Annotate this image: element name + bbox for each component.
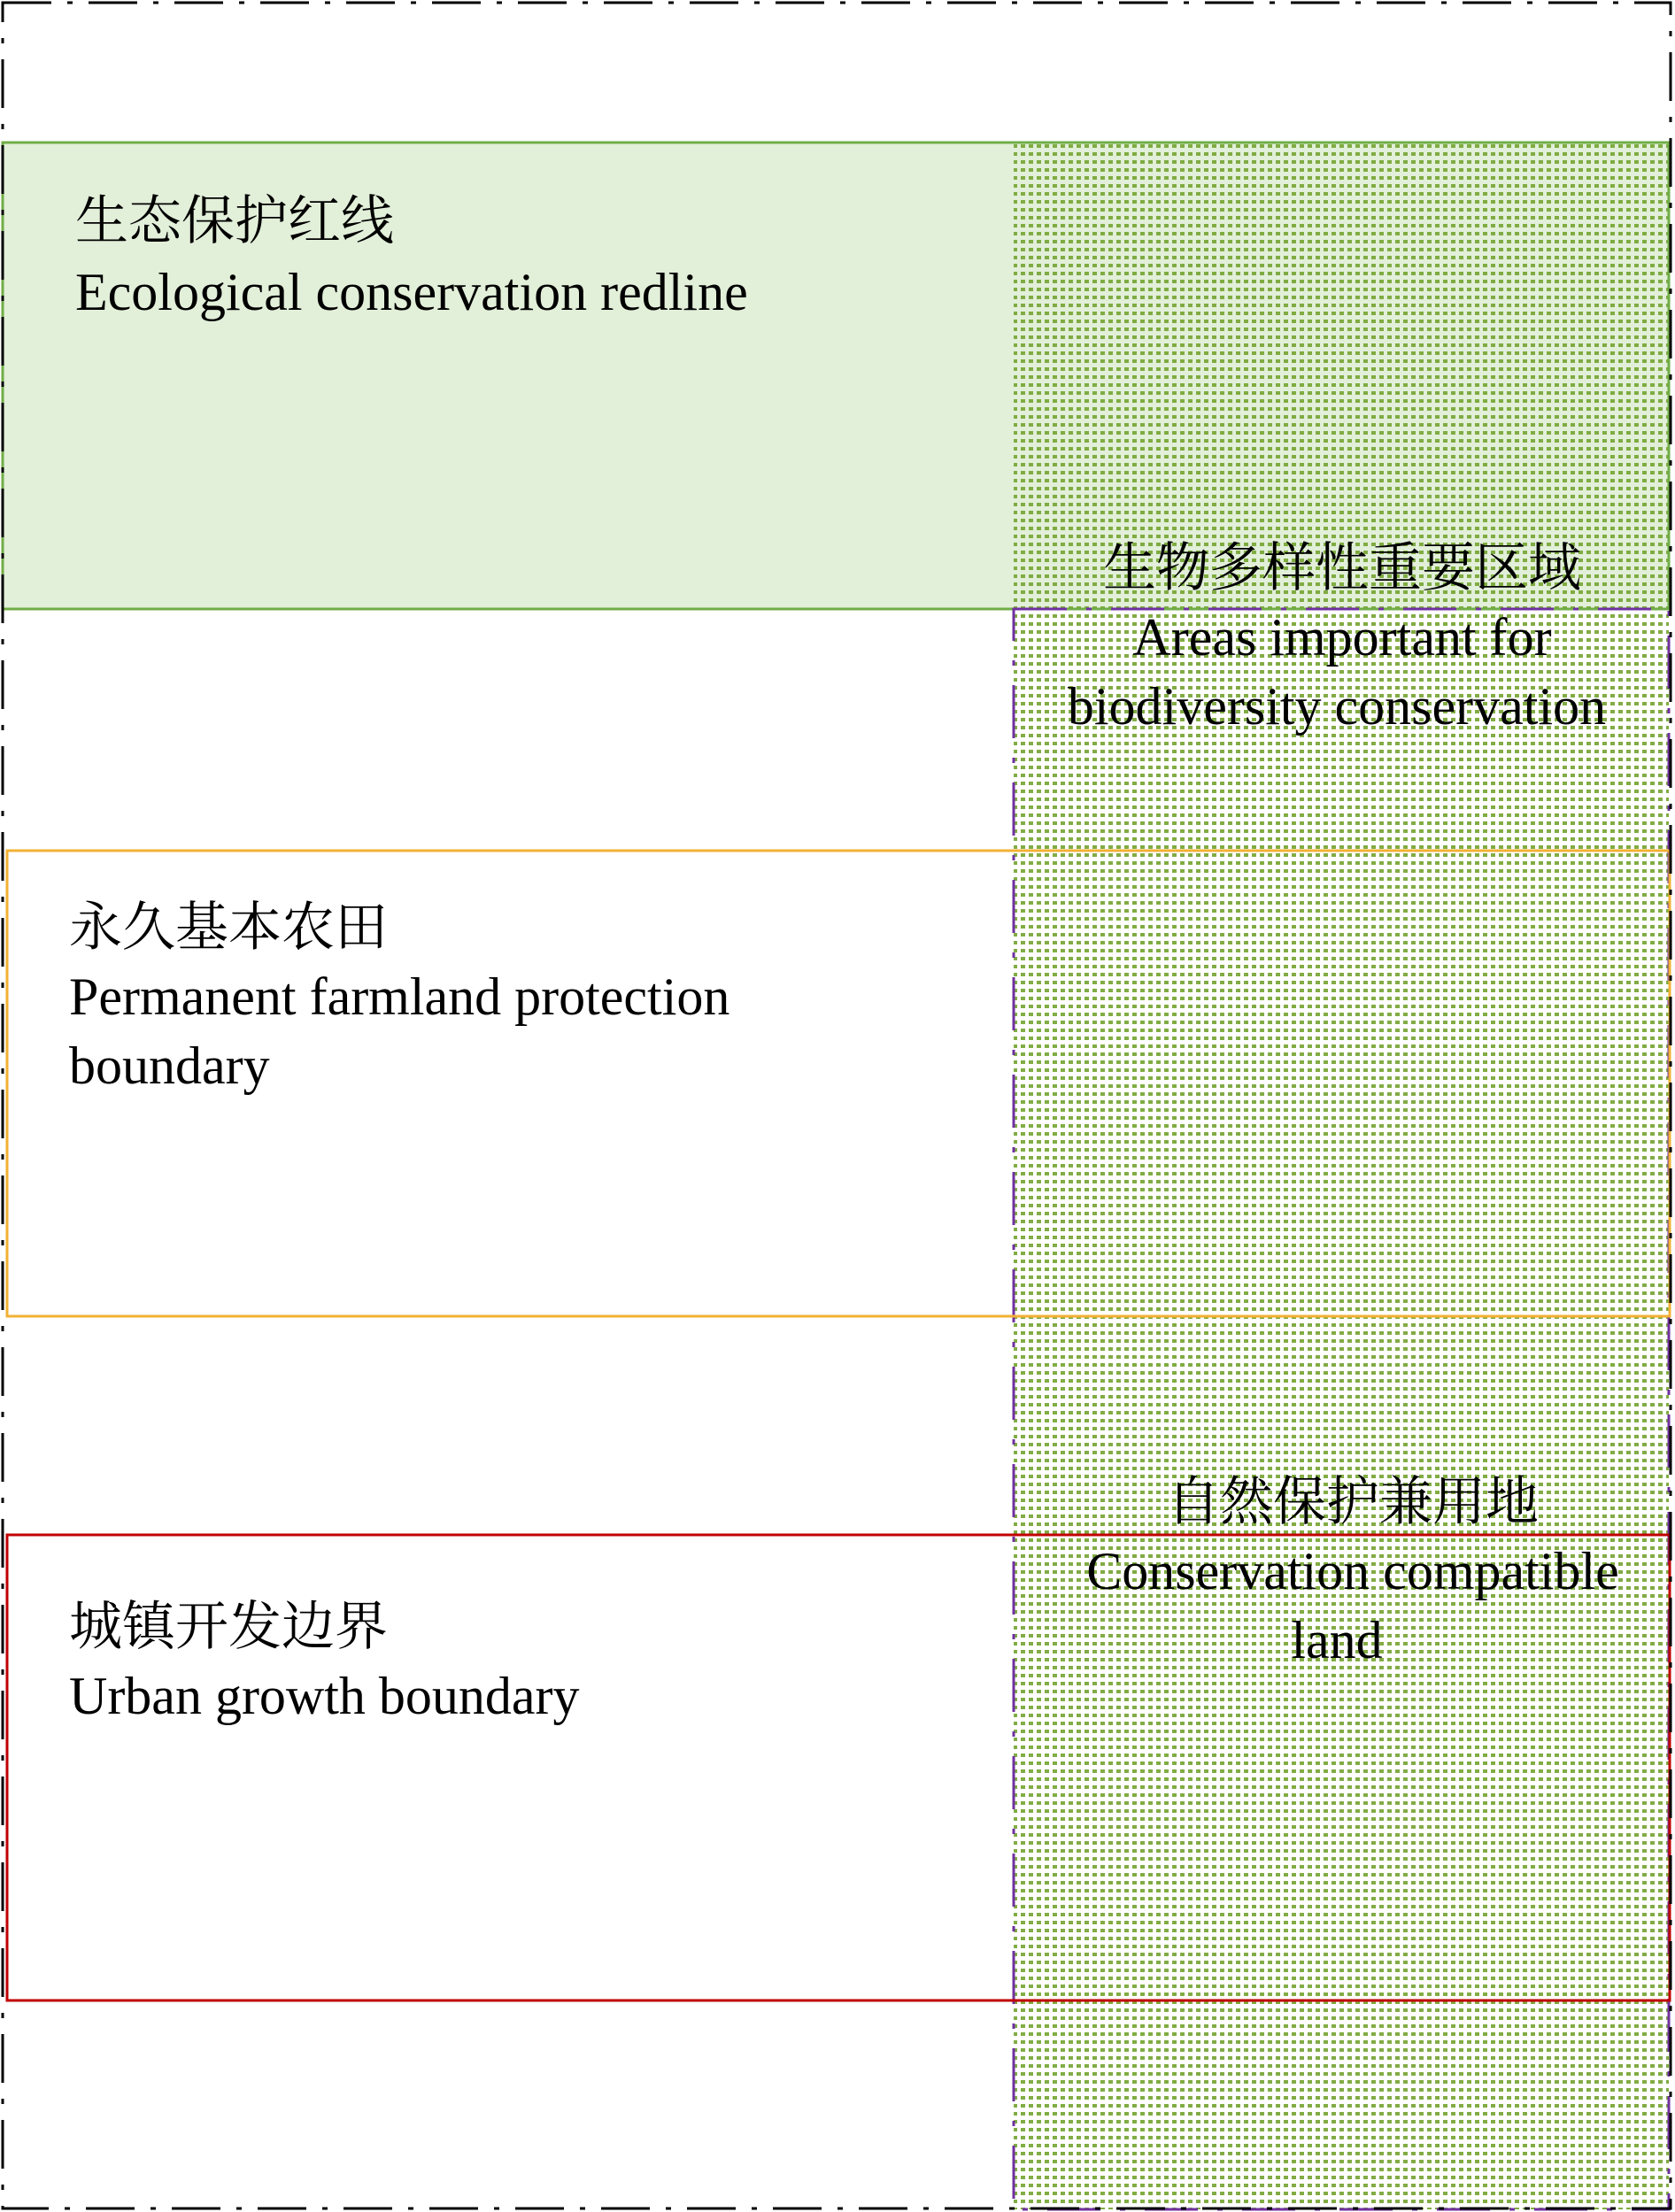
farmland-zone-label-en-line2: boundary: [69, 1037, 270, 1095]
urban-zone-label-en: Urban growth boundary: [69, 1667, 580, 1725]
biodiversity-area-label-en-line2: biodiversity conservation: [1067, 677, 1607, 736]
dotted-conservation-column: [1014, 143, 1669, 2209]
compatible-land-label-en-line1: Conservation compatible: [1086, 1542, 1619, 1600]
farmland-zone-label-en-line1: Permanent farmland protection: [69, 967, 730, 1026]
ecological-zone-label-en: Ecological conservation redline: [75, 263, 748, 321]
farmland-zone-label-zh: 永久基本农田: [69, 898, 388, 957]
biodiversity-area-label-zh: 生物多样性重要区域: [1103, 539, 1581, 597]
compatible-land-label-zh: 自然保护兼用地: [1167, 1473, 1539, 1531]
ecological-zone-label-zh: 生态保护红线: [75, 192, 394, 250]
biodiversity-area-label-en-line1: Areas important for: [1132, 608, 1552, 667]
compatible-land-label-en-line2: land: [1291, 1611, 1383, 1669]
urban-zone-label-zh: 城镇开发边界: [69, 1598, 388, 1656]
